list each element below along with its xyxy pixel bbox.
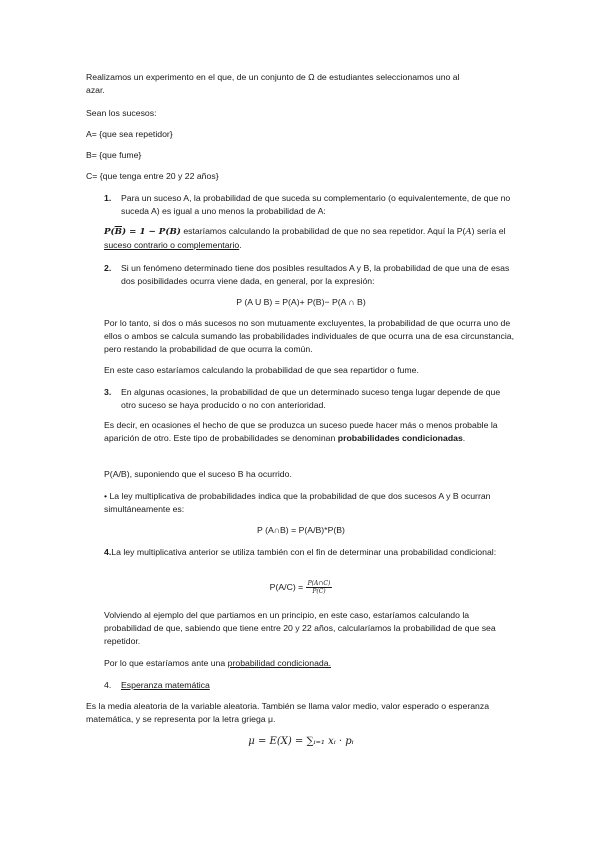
multiplicative-formula: P (A∩B) = P(A/B)*P(B)	[257, 525, 345, 535]
conditional-explanation: Es decir, en ocasiones el hecho de que se produzca un suceso puede hacer más o menos probable la aparición de otro. Este tipo de probabilidades se denominan probabilidades condicionadas.	[104, 420, 498, 443]
union-explanation: Por lo tanto, si dos o más sucesos no son mutuamente excluyentes, la probabilidad de que ocurra uno de ellos o ambos se calcula sumando las probabilidades individuales de que ocurra una de esa circunstancia, pero restando la probabilidad de que ocurra la común.	[104, 318, 515, 354]
multiplicative-law: • La ley multiplicativa de probabilidades indica que la probabilidad de que dos sucesos A y B ocurran simultáneamente es:	[104, 491, 491, 514]
list-number: 1.	[104, 193, 112, 203]
conditional-term: probabilidades condicionadas	[337, 433, 463, 443]
union-formula: P (A U B) = P(A)+ P(B)− P(A ∩ B)	[236, 297, 366, 307]
list-number: 4.	[104, 547, 112, 557]
list-item-4	[104, 679, 516, 692]
fraction: $\frac{P(A\cap C)}{P(C)}$	[307, 580, 331, 595]
list-item-1	[104, 192, 516, 218]
event-b: B= {que fume}	[86, 150, 142, 160]
event-c: C= {que tenga entre 20 y 22 años}	[86, 171, 219, 181]
complement-link[interactable]: suceso contrario o complementario	[104, 240, 240, 250]
conditional-formula: P(A/C) = $\frac{P(A\cap C)}{P(C)}$	[269, 580, 331, 595]
event-a: A= {que sea repetidor}	[86, 129, 173, 139]
list-text: Para un suceso A, la probabilidad de que suceda su complementario (o equivalentemente, de que no suceda A) es igual a uno menos la probabilidad de A:	[121, 193, 511, 216]
conditional-link[interactable]: probabilidad condicionada.	[227, 658, 332, 668]
section-title: Esperanza matemática	[121, 680, 210, 690]
list-text: En algunas ocasiones, la probabilidad de que un determinado suceso tenga lugar depende de que otro suceso se haya producido o no con anterioridad.	[121, 387, 501, 410]
item-4-paragraph: 4.La ley multiplicativa anterior se utiliza también con el fin de determinar una probabilidad condicional:	[104, 547, 497, 557]
list-text: Si un fenómeno determinado tiene dos posibles resultados A y B, la probabilidad de que una de esas dos posibilidades ocurra viene dada, en general, por la expresión:	[121, 263, 510, 286]
list-item-2	[104, 262, 516, 288]
list-number: 4.	[104, 680, 112, 690]
union-example: En este caso estaríamos calculando la probabilidad de que sea repartidor o fume.	[104, 365, 419, 375]
example-paragraph: Volviendo al ejemplo del que partiamos en un principio, en este caso, estaríamos calculando la probabilidad de que, sabiendo que tiene entre 20 y 22 años, calcularíamos la probabilidad de que sea repetidor.	[104, 610, 496, 646]
intro-line-1: Realizamos un experimento en el que, de un conjunto de Ω de estudiantes seleccionamos uno al	[86, 72, 460, 82]
intro-paragraph	[86, 71, 516, 97]
list-number: 2.	[104, 263, 112, 273]
list-number: 3.	[104, 387, 112, 397]
complement-formula: $P(\overline{B}) = 1 - P(B)$	[104, 227, 181, 237]
expectation-formula: μ = E(X) = ∑ᵢ₌₁ xᵢ · pᵢ	[248, 736, 354, 747]
expectation-paragraph: Es la media aleatoria de la variable aleatoria. También se llama valor medio, valor esperado o esperanza matemática, y se representa por la letra griega μ.	[86, 701, 490, 724]
conditional-notation: P(A/B), suponiendo que el suceso B ha ocurrido.	[104, 469, 292, 479]
list-item-3	[104, 386, 516, 412]
complement-paragraph: $P(\overline{B}) = 1 - P(B)$ estaríamos calculando la probabilidad de que no sea repetidor. Aquí la P(A) sería el suceso contrario o complementario.	[104, 226, 506, 250]
conclusion-paragraph: Por lo que estaríamos ante una probabilidad condicionada.	[104, 658, 332, 668]
events-heading: Sean los sucesos:	[86, 108, 157, 118]
intro-line-2: azar.	[86, 85, 105, 95]
